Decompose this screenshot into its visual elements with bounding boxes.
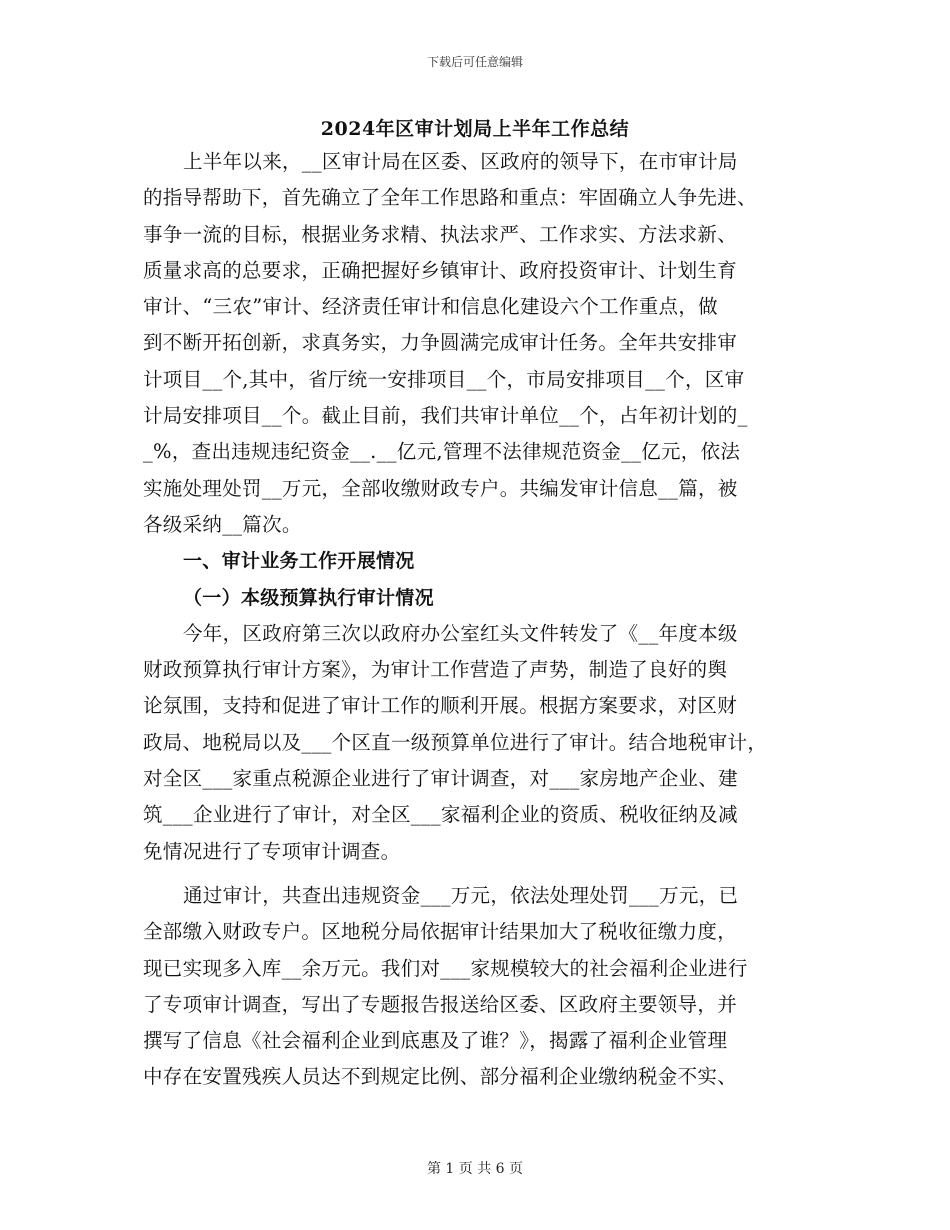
paragraph-gap <box>143 870 808 878</box>
header-note: 下载后可任意编辑 <box>426 55 523 69</box>
paragraph-line: 到不断开拓创新，求真务实，力争圆满完成审计任务。全年共安排审 <box>143 331 738 355</box>
section-heading: 一、审计业务工作开展情况 <box>183 550 415 573</box>
paragraph-line: 质量求高的总要求，正确把握好乡镇审计、政府投资审计、计划生育 <box>143 258 738 282</box>
paragraph-line: 计项目__个,其中，省厅统一安排项目__个，市局安排项目__个，区审 <box>143 367 745 391</box>
paragraph-line: 通过审计，共查出违规资金___万元，依法处理处罚___万元，已 <box>183 883 739 907</box>
paragraph-line: 计局安排项目__个。截止目前，我们共审计单位__个，占年初计划的_ <box>143 404 748 428</box>
paragraph-line: 实施处理处罚__万元，全部收缴财政专户。共编发审计信息__篇，被 <box>143 476 738 500</box>
page-footer: 第 1 页 共 6 页 <box>426 1161 524 1177</box>
paragraph-line: 上半年以来，__区审计局在区委、区政府的领导下，在市审计局 <box>183 150 738 173</box>
paragraph-line: 了专项审计调查，写出了专题报告报送给区委、区政府主要领导，并 <box>143 992 738 1016</box>
paragraph-line: 的指导帮助下，首先确立了全年工作思路和重点：牢固确立人争先进、 <box>143 186 757 210</box>
paragraph-line: 事争一流的目标，根据业务求精、执法求严、工作求实、方法求新、 <box>143 222 738 246</box>
paragraph-line: 今年，区政府第三次以政府办公室红头文件转发了《__年度本级 <box>183 621 738 645</box>
paragraph-line: 现已实现多入库__余万元。我们对___家规模较大的社会福利企业进行 <box>143 956 748 980</box>
subsection-heading: （一）本级预算执行审计情况 <box>183 586 434 609</box>
paragraph-line: 审计、“三农”审计、经济责任审计和信息化建设六个工作重点，做 <box>143 295 718 319</box>
paragraph-line: 财政预算执行审计方案》，为审计工作营造了声势，制造了良好的舆 <box>143 658 728 682</box>
paragraph-line: 撰写了信息《社会福利企业到底惠及了谁？》，揭露了福利企业管理 <box>143 1029 728 1053</box>
document-body <box>143 144 808 1096</box>
paragraph-line: 全部缴入财政专户。区地税分局依据审计结果加大了税收征缴力度， <box>143 920 738 944</box>
paragraph-line: 论氛围，支持和促进了审计工作的顺利开展。根据方案要求，对区财 <box>143 694 738 718</box>
paragraph-line: 免情况进行了专项审计调查。 <box>143 839 401 863</box>
paragraph-line: 政局、地税局以及___个区直一级预算单位进行了审计。结合地税审计， <box>143 730 768 754</box>
paragraph-line: 对全区___家重点税源企业进行了审计调查，对___家房地产企业、建 <box>143 767 738 791</box>
paragraph-line: 各级采纳__篇次。 <box>143 512 302 536</box>
paragraph-line: 中存在安置残疾人员达不到规定比例、部分福利企业缴纳税金不实、 <box>143 1065 738 1089</box>
paragraph-line: _%，查出违规违纪资金__.__亿元,管理不法律规范资金__亿元，依法 <box>143 440 741 464</box>
document-title: 2024年区审计划局上半年工作总结 <box>320 118 630 140</box>
paragraph-line: 筑___企业进行了审计，对全区___家福利企业的资质、税收征纳及减 <box>143 803 738 827</box>
